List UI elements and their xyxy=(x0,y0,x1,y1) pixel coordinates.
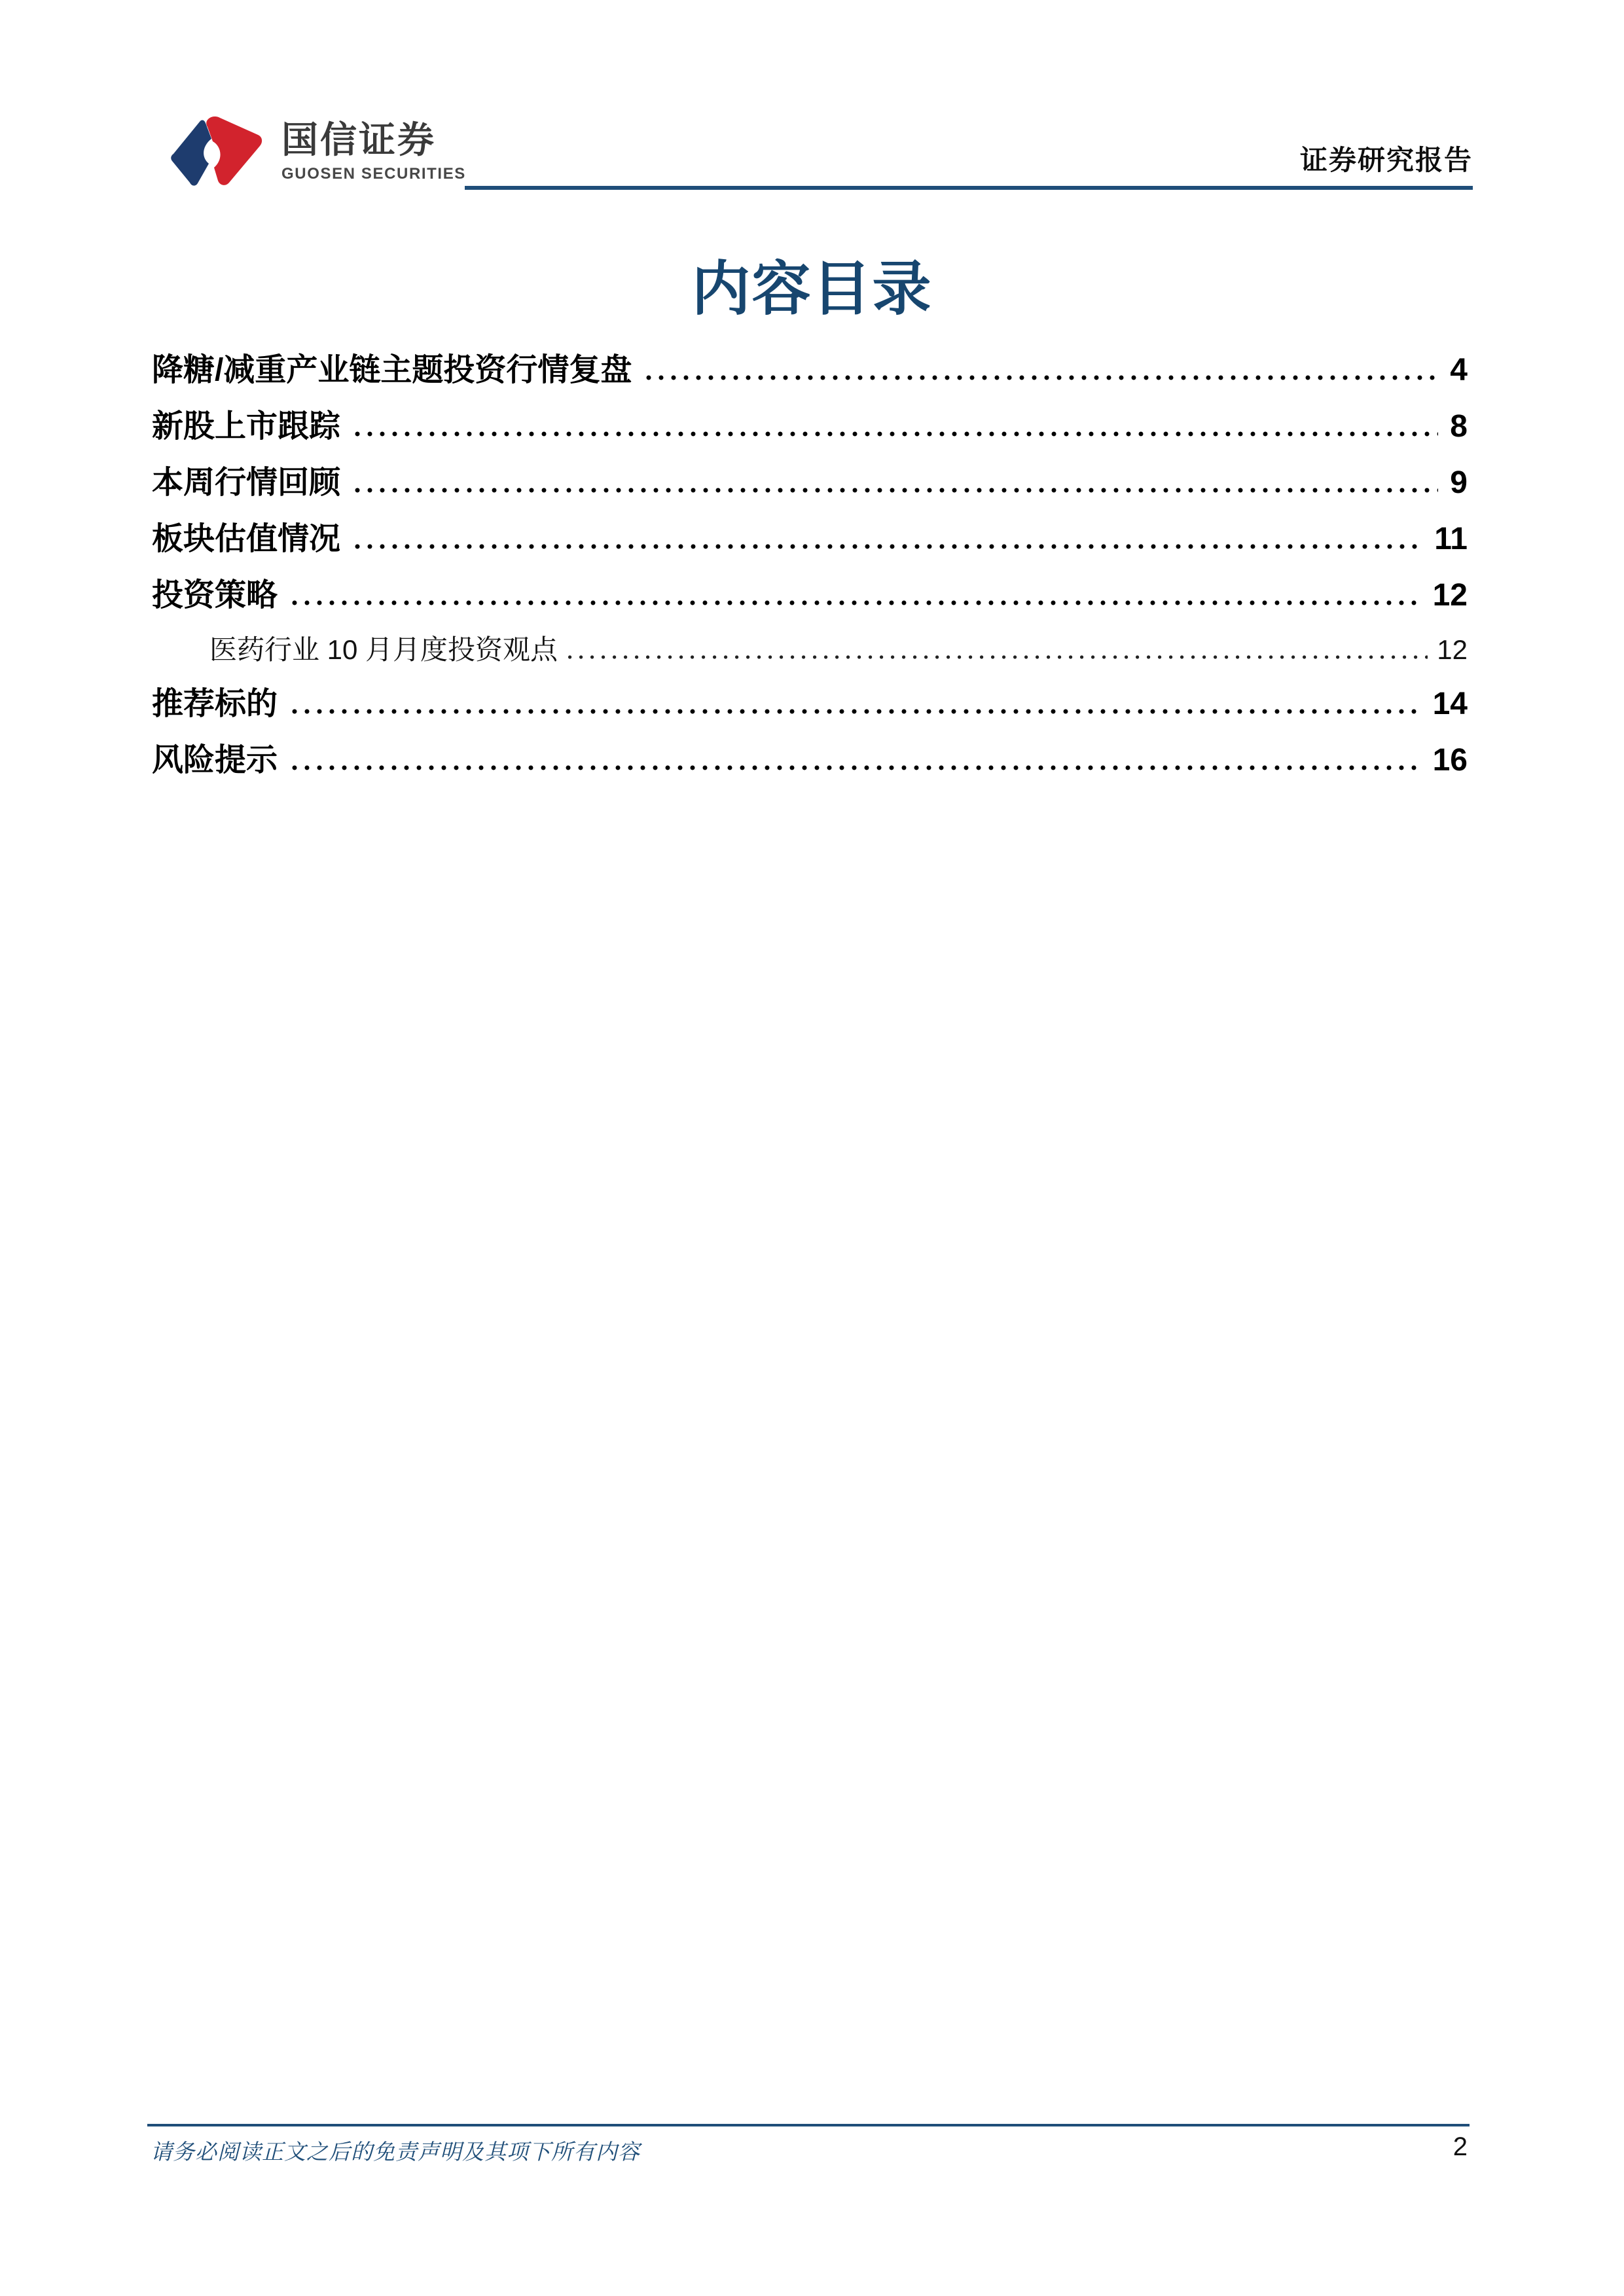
toc-entry-label: 新股上市跟踪 xyxy=(152,409,341,444)
dot-leader xyxy=(355,488,1438,493)
logo-text xyxy=(281,117,466,183)
toc-entry[interactable] xyxy=(152,676,1468,732)
toc-entry[interactable] xyxy=(152,511,1468,567)
toc-entry-page: 8 xyxy=(1450,409,1468,444)
toc-entry[interactable] xyxy=(152,455,1468,511)
toc-entry[interactable] xyxy=(152,342,1468,399)
dot-leader xyxy=(292,709,1421,714)
report-type-label: 证券研究报告 xyxy=(1299,145,1473,175)
toc-entry-page: 12 xyxy=(1437,634,1468,665)
company-logo xyxy=(164,117,466,190)
toc-entry[interactable] xyxy=(152,732,1468,789)
dot-leader xyxy=(355,544,1422,549)
toc-title: 内容目录 xyxy=(691,257,933,322)
dot-leader xyxy=(292,600,1421,605)
guosen-logo-icon xyxy=(164,117,267,190)
toc-entry-page: 4 xyxy=(1450,353,1468,387)
toc-entry-label: 板块估值情况 xyxy=(152,522,341,556)
toc-entry-label: 风险提示 xyxy=(152,743,278,778)
toc-entry-label: 投资策略 xyxy=(152,578,278,613)
toc-entry-label: 降糖/减重产业链主题投资行情复盘 xyxy=(152,353,632,387)
toc-entry-page: 12 xyxy=(1432,578,1468,613)
toc-entry[interactable] xyxy=(152,399,1468,455)
page-number: 2 xyxy=(1453,2132,1468,2161)
toc-entry-page: 11 xyxy=(1434,522,1468,556)
toc-entry[interactable] xyxy=(152,624,1468,676)
toc-entry-label: 本周行情回顾 xyxy=(152,465,341,500)
dot-leader xyxy=(568,655,1428,659)
toc-entry-page: 9 xyxy=(1450,465,1468,500)
toc-entry-label: 推荐标的 xyxy=(152,687,278,721)
footer-divider xyxy=(147,2124,1470,2126)
logo-company-name-en: GUOSEN SECURITIES xyxy=(281,165,466,183)
toc-entry-page: 16 xyxy=(1432,743,1468,778)
footer-disclaimer: 请务必阅读正文之后的免责声明及其项下所有内容 xyxy=(151,2140,640,2164)
dot-leader xyxy=(292,765,1421,770)
dot-leader xyxy=(355,431,1438,437)
header-divider xyxy=(465,186,1473,190)
toc xyxy=(152,342,1468,789)
dot-leader xyxy=(646,375,1438,380)
toc-entry[interactable] xyxy=(152,567,1468,624)
toc-entry-label: 医药行业 10 月月度投资观点 xyxy=(209,634,558,665)
logo-company-name: 国信证券 xyxy=(281,119,436,160)
toc-entry-page: 14 xyxy=(1432,687,1468,721)
